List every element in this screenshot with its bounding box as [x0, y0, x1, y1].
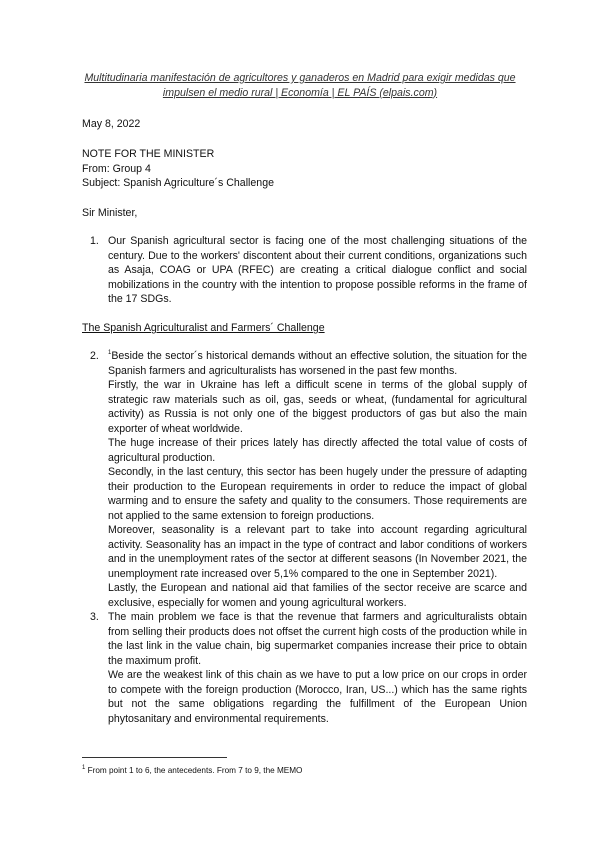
item-number: 3.: [90, 611, 99, 623]
source-link-line-1[interactable]: Multitudinaria manifestación de agricultores y ganaderos en Madrid para exigir medidas que: [84, 72, 516, 84]
salutation: Sir Minister,: [82, 207, 138, 219]
item-paragraph: Beside the sector´s historical demands without an effective solution, the situation for the Spanish farmers and agriculturalists has worsened in the past few months.: [108, 350, 527, 377]
footnote-reference[interactable]: 1: [108, 350, 112, 356]
item-3: [82, 610, 527, 726]
item-paragraph: Our Spanish agricultural sector is facing one of the most challenging situations of the century. Due to the workers' discontent about their current conditions, organizations such as Asaja, COAG or UPA (RFEC) are creating a critical dialogue conflict and social mobilizations in the country with the intention to propose possible reforms in the frame of the 17 SDGs.: [108, 235, 527, 305]
item-2: [82, 349, 527, 610]
footnote-text: From point 1 to 6, the antecedents. From 7 to 9, the MEMO: [87, 766, 303, 775]
subject-line: Subject: Spanish Agriculture´s Challenge: [82, 177, 274, 189]
footnote-separator: [82, 757, 227, 758]
item-number: 1.: [90, 235, 99, 247]
item-paragraph: Firstly, the war in Ukraine has left a difficult scene in terms of the global supply of strategic raw materials such as oil, gas, seeds or wheat, (fundamental for agricultural activity) as Russia is not only one of the biggest productors of gas but also the main exporter of wheat worldwide.: [108, 379, 527, 435]
source-link[interactable]: [70, 71, 530, 100]
footnote: [82, 764, 302, 779]
item-paragraph: We are the weakest link of this chain as we have to put a low price on our crops in order to compete with the foreign production (Morocco, Iran, US...) which has the same rights but not the same obligations regarding the fulfillment of the European Union phytosanitary and environmental requirements.: [108, 669, 527, 725]
item-paragraph: Lastly, the European and national aid that families of the sector receive are scarce and exclusive, especially for women and young agricultural workers.: [108, 582, 527, 609]
item-paragraph: Moreover, seasonality is a relevant part to take into account regarding agricultural activity. Seasonality has an impact in the type of contract and labor conditions of workers and in the unemployment rates of the sector at different seasons (In November 2021, the unemployment rate increased over 5,1% compared to the one in September 2021).: [108, 524, 527, 580]
note-title: NOTE FOR THE MINISTER: [82, 148, 215, 160]
item-1: [82, 234, 527, 307]
item-number: 2.: [90, 350, 99, 362]
footnote-mark: 1: [82, 765, 86, 771]
date: May 8, 2022: [82, 118, 141, 130]
item-paragraph: The main problem we face is that the revenue that farmers and agriculturalists obtain from selling their products does not offset the current high costs of the production while in the last link in the value chain, big supermarket companies increase their price to obtain the maximum profit.: [108, 611, 527, 667]
from-line: From: Group 4: [82, 163, 151, 175]
items-2-3: [82, 349, 527, 726]
item-paragraph: The huge increase of their prices lately has directly affected the total value of costs of agricultural production.: [108, 437, 527, 464]
item-paragraph: Secondly, in the last century, this sector has been hugely under the pressure of adapting their production to the European requirements in order to reduce the impact of global warming and to ensure the safety and quality to the consumers. Those requirements are not applied to the same extension to foreign productions.: [108, 466, 527, 522]
source-link-line-2[interactable]: impulsen el medio rural | Economía | EL PAÍS (elpais.com): [162, 86, 438, 99]
section-heading: The Spanish Agriculturalist and Farmers´ Challenge: [82, 322, 325, 334]
